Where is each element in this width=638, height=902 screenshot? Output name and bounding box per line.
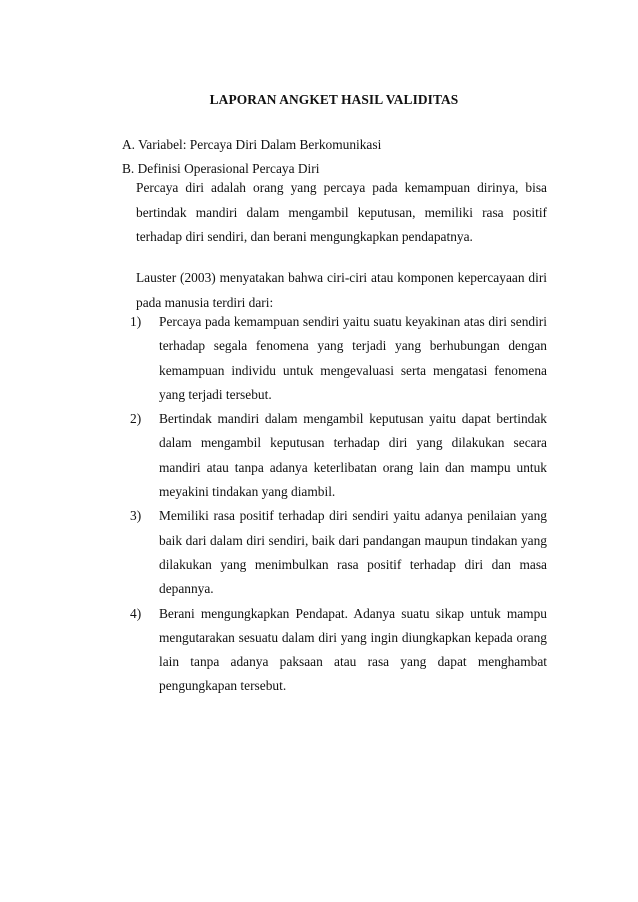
intro-paragraph: Lauster (2003) menyatakan bahwa ciri-ciri atau komponen kepercayaan diri pada manusia terdiri dari: <box>136 270 547 310</box>
components-list <box>130 310 547 699</box>
list-item-text: Berani mengungkapkan Pendapat. Adanya suatu sikap untuk mampu mengutarakan sesuatu dalam diri yang ingin diungkapkan kepada orang lain tanpa adanya paksaan atau rasa yang dapat menghambat pengungkapan tersebut. <box>159 605 547 694</box>
section-b-heading: B. Definisi Operasional Percaya Diri <box>122 161 320 176</box>
list-item-number: 1) <box>130 314 142 329</box>
list-item-number: 2) <box>130 411 142 427</box>
list-item-text: Memiliki rasa positif terhadap diri sendiri yaitu adanya penilaian yang baik dari dalam diri sendiri, baik dari pandangan maupun tindakan yang dilakukan yang menimbulkan rasa positif terhadap diri dan masa depannya. <box>159 508 547 597</box>
list-item <box>130 407 547 504</box>
definition-paragraph: Percaya diri adalah orang yang percaya pada kemampuan dirinya, bisa bertindak mandiri dalam mengambil keputusan, memiliki rasa positif terhadap diri sendiri, dan berani mengungkapkan pendapatnya. <box>136 180 547 244</box>
list-item <box>130 310 547 407</box>
section-a-heading: A. Variabel: Percaya Diri Dalam Berkomunikasi <box>122 137 382 152</box>
list-item-text: Bertindak mandiri dalam mengambil keputusan yaitu dapat bertindak dalam mengambil keputusan terhadap diri yang dilakukan secara mandiri atau tanpa adanya keterlibatan orang lain dan mampu untuk meyakini tindakan yang diambil. <box>159 411 547 500</box>
list-item-text: Percaya pada kemampuan sendiri yaitu suatu keyakinan atas diri sendiri terhadap segala fenomena yang terjadi yang berhubungan dengan kemampuan individu untuk mengevaluasi serta mengatasi fenomena yang terjadi tersebut. <box>159 314 547 402</box>
list-item-number: 3) <box>130 508 142 524</box>
list-item <box>130 504 547 601</box>
list-item-number: 4) <box>130 605 142 621</box>
list-item <box>130 602 547 699</box>
document-title: LAPORAN ANGKET HASIL VALIDITAS <box>209 92 459 107</box>
